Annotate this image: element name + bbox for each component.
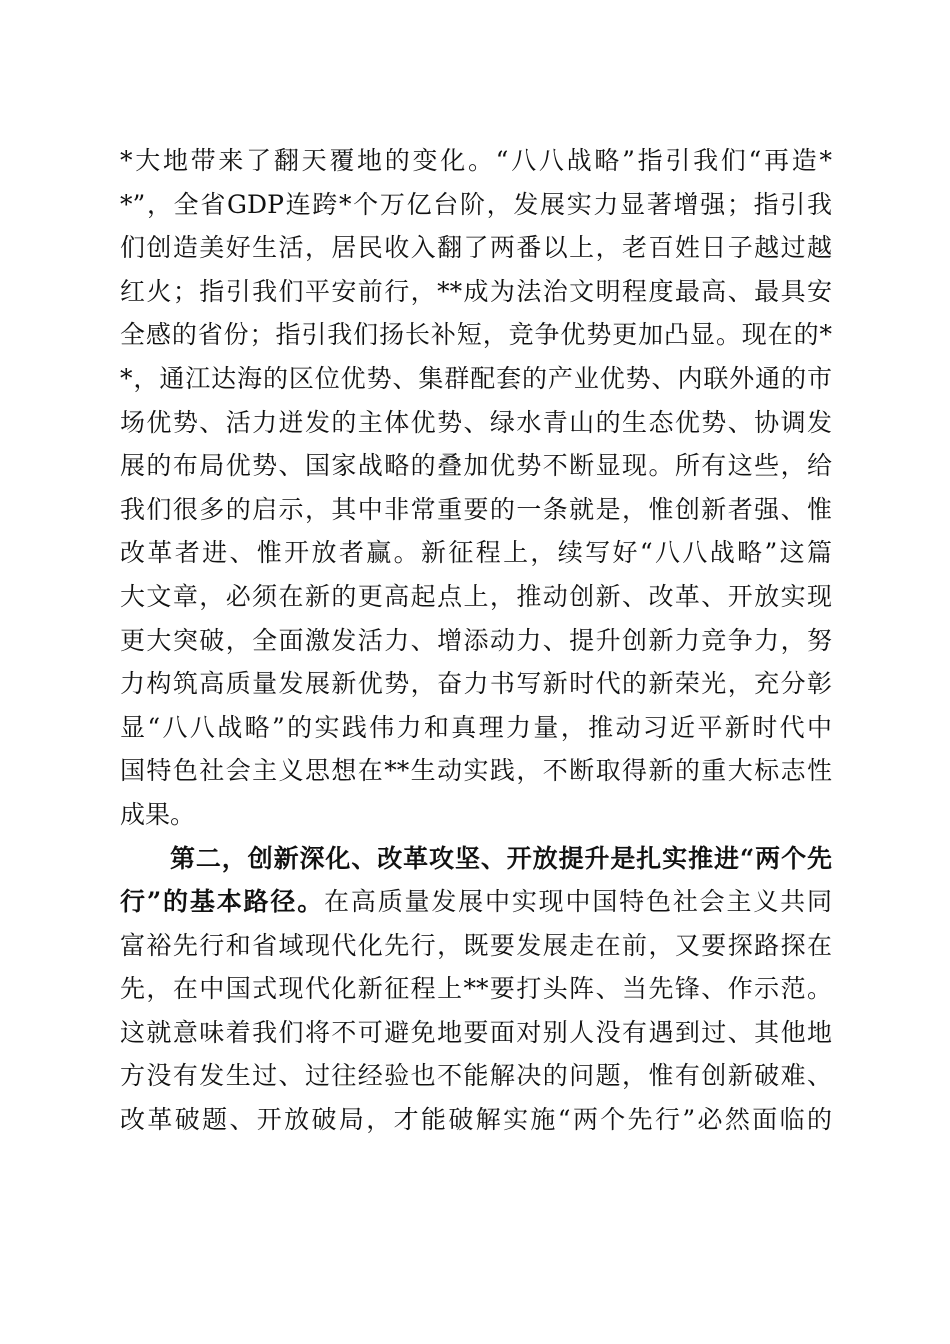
- text-line: 我们很多的启示，其中非常重要的一条就是，惟创新者强、惟: [120, 494, 832, 524]
- text-line: 全感的省份；指引我们扬长补短，竞争优势更加凸显。现在的*: [120, 320, 832, 350]
- paragraph-heading-line: [120, 837, 832, 881]
- text-line-rest: 在高质量发展中实现中国特色社会主义共同: [324, 887, 832, 917]
- text-line: 国特色社会主义思想在**生动实践，不断取得新的重大标志性: [120, 756, 832, 786]
- text-line: [120, 880, 832, 924]
- text-line: *大地带来了翻天覆地的变化。“八八战略”指引我们“再造*: [120, 146, 832, 175]
- document-body: [120, 139, 832, 1142]
- text-line: 更大突破，全面激发活力、增添动力、提升创新力竞争力，努: [120, 625, 832, 655]
- paragraph-1: [120, 139, 832, 837]
- text-line: 富裕先行和省域现代化先行，既要发展走在前，又要探路探在: [120, 930, 832, 960]
- text-line: 场优势、活力迸发的主体优势、绿水青山的生态优势、协调发: [120, 407, 832, 437]
- text-line: 改革破题、开放破局，才能破解实施“两个先行”必然面临的: [120, 1105, 832, 1135]
- text-line: 们创造美好生活，居民收入翻了两番以上，老百姓日子越过越: [120, 233, 832, 263]
- text-line: 红火；指引我们平安前行，**成为法治文明程度最高、最具安: [120, 276, 832, 306]
- text-line: 大文章，必须在新的更高起点上，推动创新、改革、开放实现: [120, 581, 832, 611]
- text-line: 先，在中国式现代化新征程上**要打头阵、当先锋、作示范。: [120, 974, 832, 1004]
- text-line: 改革者进、惟开放者赢。新征程上，续写好“八八战略”这篇: [120, 538, 832, 568]
- text-line: *”，全省GDP连跨*个万亿台阶，发展实力显著增强；指引我: [120, 189, 832, 219]
- text-line: 力构筑高质量发展新优势，奋力书写新时代的新荣光，充分彰: [120, 669, 832, 699]
- text-line: 显“八八战略”的实践伟力和真理力量，推动习近平新时代中: [120, 712, 832, 742]
- text-line: 这就意味着我们将不可避免地要面对别人没有遇到过、其他地: [120, 1017, 832, 1047]
- text-line: 方没有发生过、过往经验也不能解决的问题，惟有创新破难、: [120, 1061, 832, 1091]
- paragraph-heading-end: 行”的基本路径。: [120, 887, 325, 917]
- text-line: *，通江达海的区位优势、集群配套的产业优势、内联外通的市: [120, 363, 832, 393]
- paragraph-2: [120, 837, 832, 1142]
- text-line: 成果。: [120, 799, 196, 829]
- text-line: 展的布局优势、国家战略的叠加优势不断显现。所有这些，给: [120, 451, 832, 481]
- paragraph-heading: 第二，创新深化、改革攻坚、开放提升是扎实推进“两个先: [170, 843, 832, 873]
